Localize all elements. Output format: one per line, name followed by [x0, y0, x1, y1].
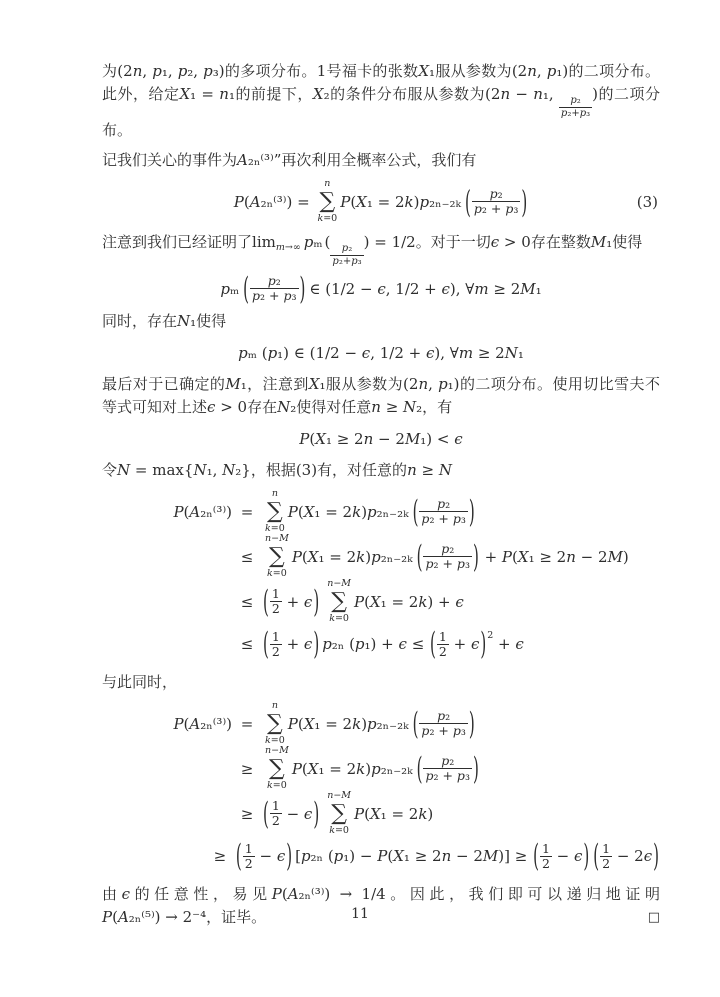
text-run: 为 [102, 62, 118, 80]
relation: ≤ [240, 635, 254, 653]
denominator: p₂+p₃ [560, 107, 591, 119]
math-run: P(A₂ₙ⁽³⁾) [173, 502, 232, 521]
math-run: ϵ > 0 [490, 233, 531, 251]
sum-upper-limit: n [324, 178, 331, 189]
sum-lower-limit: k=0 [317, 212, 338, 224]
sum-lower-limit: k=0 [329, 612, 349, 624]
math-run: X₁ = n₁ [179, 85, 235, 103]
big-paren: ( [412, 705, 419, 742]
relation: = [240, 502, 254, 521]
sum-upper-limit: n−M [265, 533, 289, 544]
align-row [102, 579, 660, 624]
math-run: ( [324, 233, 331, 251]
numerator: p₂ [489, 186, 503, 201]
text-run: 由 [102, 885, 122, 903]
sum-upper-limit: n−M [327, 790, 352, 801]
math-run: [p₂ₙ (p₁) − P(X₁ ≥ 2n − 2M)] ≥ [295, 847, 533, 865]
math-run: X₂ [312, 85, 330, 103]
text-run: ，有 [422, 398, 453, 416]
equation-body [220, 270, 542, 307]
paragraph [102, 231, 660, 267]
paragraph [102, 60, 660, 142]
text-run: 的前提下， [234, 85, 313, 103]
fraction [423, 542, 471, 571]
big-paren: ( [430, 625, 436, 663]
equation-body [238, 344, 524, 362]
display-equation [102, 179, 660, 224]
big-paren: ( [533, 837, 539, 875]
big-paren: ( [263, 625, 269, 663]
fraction [437, 630, 449, 659]
big-paren: ( [263, 583, 269, 620]
math-run: P(X₁ = 2k)p₂ₙ₋₂ₖ [291, 759, 413, 778]
math-run: ) [592, 85, 598, 103]
math-run: n ≥ N₂ [371, 398, 423, 416]
equation-tag: (3) [636, 192, 658, 211]
text-run: 服从参数为 [435, 62, 512, 80]
fraction [270, 587, 282, 616]
text-run: 服从参数为 [325, 375, 404, 393]
fraction [419, 709, 467, 738]
sigma-glyph: ∑ [331, 800, 347, 826]
align-lhs [102, 503, 232, 521]
denominator: 2 [271, 601, 280, 616]
math-run: ∈ (1/2 − ϵ, 1/2 + ϵ), ∀m ≥ 2M₁ [309, 279, 542, 298]
text-run: ，根据(3)有，对任意的 [250, 461, 408, 479]
big-paren: ) [468, 493, 475, 530]
numerator: p₂ [437, 496, 451, 511]
text-run: 同时，存在 [102, 312, 178, 330]
fraction [472, 187, 520, 216]
sum-operator [265, 746, 289, 791]
denominator: 2 [438, 643, 447, 659]
denominator: p₂ + p₃ [473, 201, 519, 216]
numerator: p₂ [341, 243, 353, 254]
page-number: 11 [351, 906, 369, 922]
big-paren: ) [472, 750, 479, 787]
math-run: + ϵ [281, 635, 313, 653]
math-run: P(A₂ₙ⁽⁵⁾) → 2⁻⁴ [102, 908, 207, 926]
text-run: 的二项分布。 [102, 85, 660, 139]
big-paren: ) [313, 795, 320, 832]
math-run: ϵ > 0 [207, 398, 248, 416]
sum-upper-limit: n [271, 700, 278, 711]
sum-operator [265, 489, 285, 534]
align-rhs [262, 534, 629, 579]
sum-lower-limit: k=0 [329, 824, 349, 836]
sum-lower-limit: k=0 [267, 779, 287, 791]
text-run: 的任意性，易见 [130, 885, 272, 903]
numerator: p₂ [437, 708, 451, 723]
sigma-glyph: ∑ [267, 498, 283, 524]
fraction [540, 842, 552, 871]
math-run: N = [117, 461, 153, 479]
denominator: p₂+p₃ [332, 255, 362, 267]
align-row [102, 701, 660, 746]
fraction [250, 274, 298, 303]
denominator: p₂ + p₃ [252, 288, 297, 303]
paragraph [102, 310, 660, 333]
relation: ≤ [240, 547, 254, 566]
sum-operator [265, 534, 289, 579]
sigma-glyph: ∑ [267, 710, 283, 736]
math-operator: max [152, 461, 184, 479]
relation: ≥ [213, 847, 227, 865]
sigma-glyph: ∑ [331, 588, 347, 614]
math-run: P(X₁ = 2k) [354, 804, 434, 823]
text-run: 令 [102, 461, 118, 479]
paragraph [102, 671, 660, 694]
math-run: ϵ [121, 885, 130, 903]
sigma-glyph: ∑ [319, 188, 336, 214]
math-run: {N₁, N₂} [183, 461, 251, 479]
text-run: 与此同时， [102, 673, 178, 691]
fraction [419, 497, 467, 526]
denominator: p₂ + p₃ [421, 511, 466, 526]
align-rhs [262, 791, 433, 836]
numerator: 1 [244, 840, 253, 856]
text-run: 的二项分布。此外，给定 [102, 62, 660, 103]
text-run: 使得 [196, 312, 227, 330]
text-run: 的条件分布服从参数为 [329, 85, 486, 103]
display-equation [102, 340, 660, 366]
math-run: n ≥ N [407, 461, 452, 479]
math-run: pₘ [220, 279, 240, 298]
fraction [559, 95, 592, 119]
equation-body [234, 179, 528, 224]
text-run: 注意到我们已经证明了 [102, 233, 253, 251]
math-run: + ϵ [281, 592, 313, 611]
math-run: (2n, p₁, p₂, p₃) [117, 62, 225, 80]
display-equation [102, 426, 660, 452]
relation: ≥ [240, 759, 254, 778]
text-run: 存在整数 [530, 233, 591, 251]
sum-upper-limit: n−M [327, 578, 352, 589]
big-paren: ( [416, 538, 423, 575]
math-run: P(A₂ₙ⁽³⁾) = [233, 192, 315, 211]
sum-lower-limit: k=0 [267, 567, 287, 579]
math-run: P(X₁ = 2k)p₂ₙ₋₂ₖ [340, 192, 461, 211]
numerator: 1 [438, 628, 447, 644]
math-run: + ϵ [493, 635, 524, 653]
text-run: ，注意到 [246, 375, 309, 393]
sigma-glyph: ∑ [269, 755, 285, 781]
sum-lower-limit: k=0 [265, 522, 285, 534]
math-run: X₁ [308, 375, 326, 393]
paragraph [102, 149, 660, 172]
math-run: (2n − n₁, [485, 85, 559, 103]
page-content [102, 60, 660, 936]
fraction [270, 630, 282, 659]
align-rhs [262, 625, 524, 663]
math-run: ) = 1/2 [363, 233, 416, 251]
math-run: M₁ [225, 375, 247, 393]
text-run: 。对于一切 [415, 233, 491, 251]
align-row [102, 489, 660, 534]
relation: = [240, 714, 254, 733]
math-run: pₘ [303, 233, 323, 251]
sum-upper-limit: n−M [265, 745, 289, 756]
align-row [102, 836, 660, 876]
big-paren: ) [286, 837, 293, 875]
relation: ≥ [240, 804, 254, 823]
denominator: 2 [244, 855, 253, 871]
math-run: M₁ [590, 233, 613, 251]
big-paren: ( [593, 837, 600, 875]
subscript: m→∞ [275, 242, 301, 253]
math-run: + ϵ [448, 635, 480, 653]
text-run: 的多项分布。1号福卡的张数 [224, 62, 419, 80]
display-equation [102, 270, 660, 307]
math-run: − ϵ [551, 847, 583, 865]
numerator: 1 [271, 798, 280, 813]
align-rhs [262, 489, 476, 534]
fraction [330, 243, 363, 267]
align-lhs [102, 715, 232, 733]
numerator: 1 [541, 840, 550, 856]
math-run: P(X₁ = 2k)p₂ₙ₋₂ₖ [291, 547, 413, 566]
denominator: 2 [541, 855, 550, 871]
text-run: 使得 [612, 233, 643, 251]
math-run: P(X₁ ≥ 2n − 2M₁) < ϵ [299, 430, 463, 448]
text-run: ”再次利用全概率公式，我们有 [273, 151, 477, 169]
sum-lower-limit: k=0 [265, 734, 285, 746]
qed-box: □ [647, 910, 660, 925]
numerator: 1 [602, 840, 611, 856]
align-row [102, 624, 660, 664]
text-run: ，证毕。 [206, 908, 267, 926]
big-paren: ) [313, 583, 320, 620]
sigma-glyph: ∑ [269, 543, 285, 569]
numerator: p₂ [570, 95, 581, 106]
denominator: 2 [602, 855, 611, 871]
big-paren: ( [412, 493, 419, 530]
numerator: 1 [271, 628, 280, 644]
sum-operator [265, 701, 285, 746]
align-rhs [262, 701, 476, 746]
align-rhs [235, 837, 660, 875]
math-run: + P(X₁ ≥ 2n − 2M) [479, 547, 629, 566]
numerator: p₂ [441, 541, 455, 556]
relation: ≤ [240, 592, 254, 611]
big-paren: ( [243, 270, 250, 307]
numerator: p₂ [441, 753, 455, 768]
text-run: 的二项分布。使用切比雪夫不等式可知对上述 [102, 375, 660, 416]
big-paren: ( [263, 795, 269, 832]
fraction [423, 754, 471, 783]
fraction [270, 799, 282, 828]
align-row [102, 746, 660, 791]
math-run: − ϵ [281, 804, 313, 823]
fraction [600, 842, 612, 871]
paragraph [102, 373, 660, 419]
math-run: N₂ [277, 398, 297, 416]
denominator: p₂ + p₃ [425, 556, 470, 571]
sum-operator [327, 791, 351, 836]
align-block [102, 489, 660, 664]
math-run: − 2ϵ [612, 847, 653, 865]
math-run: P(X₁ = 2k)p₂ₙ₋₂ₖ [287, 714, 409, 733]
text-run: 。因此，我们即可以递归地证明 [385, 885, 660, 903]
align-rhs [262, 579, 464, 624]
big-paren: ( [465, 183, 471, 220]
big-paren: ( [235, 837, 242, 875]
denominator: p₂ + p₃ [421, 723, 466, 738]
text-run: 记我们关心的事件为 [102, 151, 238, 169]
align-row [102, 534, 660, 579]
text-run: 使得对任意 [296, 398, 372, 416]
align-row [102, 791, 660, 836]
numerator: 1 [271, 586, 280, 601]
math-run: X₁ [418, 62, 436, 80]
big-paren: ) [521, 183, 528, 220]
fraction [243, 842, 255, 871]
sum-upper-limit: n [271, 488, 278, 499]
math-run: (2n, p₁) [403, 375, 460, 393]
big-paren: ) [480, 625, 487, 663]
big-paren: ) [468, 705, 475, 742]
math-run: (2n, p₁) [511, 62, 569, 80]
math-run: N₁ [177, 312, 197, 330]
numerator: p₂ [267, 273, 281, 288]
big-paren: ) [299, 270, 306, 307]
big-paren: ) [313, 625, 320, 663]
align-rhs [262, 746, 480, 791]
equation-body [299, 430, 462, 448]
math-run: A₂ₙ⁽³⁾ [237, 151, 274, 169]
math-operator: lim [252, 233, 276, 251]
text-run: 存在 [247, 398, 278, 416]
math-run: − ϵ [254, 847, 286, 865]
denominator: 2 [271, 813, 280, 828]
denominator: p₂ + p₃ [425, 768, 470, 783]
align-block [102, 701, 660, 876]
math-run: P(X₁ = 2k) + ϵ [354, 592, 464, 611]
big-paren: ( [416, 750, 423, 787]
math-run: P(X₁ = 2k)p₂ₙ₋₂ₖ [287, 502, 409, 521]
big-paren: ) [653, 837, 659, 875]
math-run: pₘ (p₁) ∈ (1/2 − ϵ, 1/2 + ϵ), ∀m ≥ 2N₁ [238, 344, 524, 362]
text-run: 最后对于已确定的 [102, 375, 226, 393]
sum-operator [327, 579, 351, 624]
paragraph [102, 459, 660, 482]
math-run: p₂ₙ (p₁) + ϵ ≤ [322, 635, 430, 653]
math-run: P(A₂ₙ⁽³⁾) → 1/4 [271, 885, 386, 903]
math-run: P(A₂ₙ⁽³⁾) [173, 714, 232, 733]
superscript: 2 [487, 629, 494, 641]
sum-operator [317, 179, 337, 224]
big-paren: ) [583, 837, 590, 875]
denominator: 2 [271, 643, 280, 659]
big-paren: ) [472, 538, 479, 575]
